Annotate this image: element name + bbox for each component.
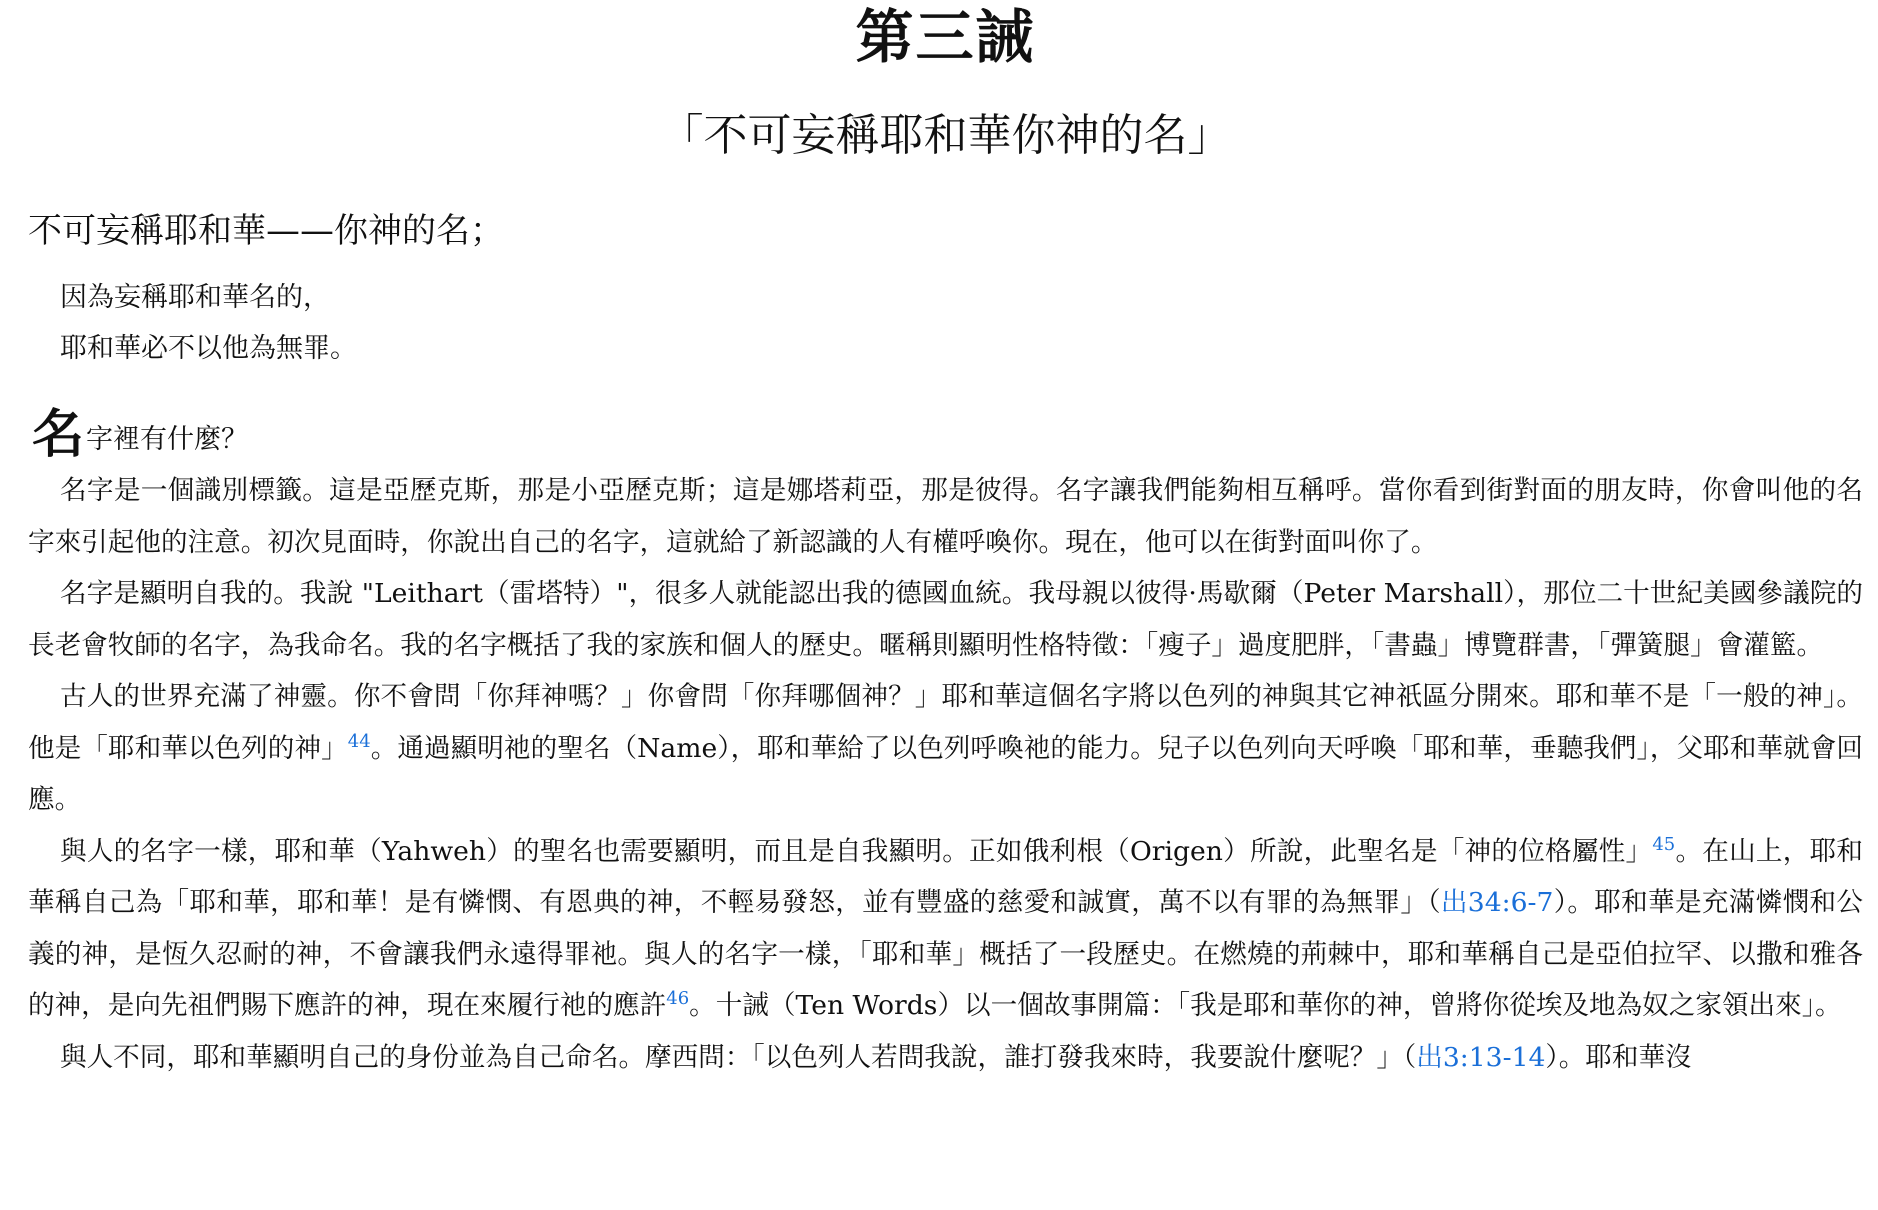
commandment-heading: 不可妄稱耶和華——你神的名； [28,211,504,251]
body-text [28,465,1863,1083]
verse-block [60,272,1863,374]
paragraph-1 [28,465,1863,568]
scripture-ref-exodus-34-link[interactable]: 出34:6-7 [1440,887,1554,918]
verse-line-2: 耶和華必不以他為無罪。 [60,333,357,364]
verse-line-1: 因為妄稱耶和華名的， [60,282,330,313]
paragraph-5-text-b: ）。耶和華沒 [1545,1041,1692,1073]
paragraph-5-text-a: 與人不同，耶和華顯明自己的身份並為自己命名。摩西問：「以色列人若問我說，誰打發我來時，我要說什麼呢？」（ [60,1041,1417,1073]
paragraph-1-text: 名字是一個識別標籤。這是亞歷克斯，那是小亞歷克斯；這是娜塔莉亞，那是彼得。名字讓我們能夠相互稱呼。當你看到街對面的朋友時，你會叫他的名字來引起他的注意。初次見面時，你說出自己的名字，這就給了新認識的人有權呼喚你。現在，他可以在街對面叫你了。 [28,475,1863,558]
footnote-46-link[interactable]: 46 [666,988,690,1010]
chapter-subtitle: 「不可妄稱耶和華你神的名」 [659,110,1232,161]
paragraph-3-text-a: 古人的世界充滿了神靈。你不會問「你拜神嗎？」你會問「你拜哪個神？」耶和華這個名字將以色列的神與其它神祇區分開來。耶和華不是「一般的神」。他是「耶和華以色列的神」 [28,681,1863,764]
paragraph-4-text-c: ）。耶和華是充滿憐憫和公義的神，是恆久忍耐的神，不會讓我們永遠得罪祂。與人的名字一樣，「耶和華」概括了一段歷史。在燃燒的荊棘中，耶和華稱自己是亞伯拉罕、以撒和雅各的神，是向先祖們賜下應許的神，現在來履行祂的應許 [28,887,1864,1021]
paragraph-3 [28,671,1863,826]
scripture-ref-exodus-3-link[interactable]: 出3:13-14 [1416,1041,1546,1073]
paragraph-4-text-d: 。十誡（Ten Words）以一個故事開篇：「我是耶和華你的神，曾將你從埃及地為奴之家領出來」。 [689,990,1842,1021]
footnote-45-link[interactable]: 45 [1652,833,1676,855]
section-dropcap: 名 [32,405,85,465]
paragraph-4-text-b: 。在山上，耶和華稱自己為「耶和華，耶和華！是有憐憫、有恩典的神，不輕易發怒，並有豐盛的慈愛和誠實，萬不以有罪的為無罪」（ [28,835,1864,918]
chapter-title: 第三誡 [855,3,1036,71]
paragraph-2-text: 名字是顯明自我的。我說 "Leithart（雷塔特）"，很多人就能認出我的德國血統。我母親以彼得·馬歇爾（Peter Marshall），那位二十世紀美國參議院的長老會牧師的名字，為我命名。我的名字概括了我的家族和個人的歷史。暱稱則顯明性格特徵：「瘦子」過度肥胖，「書蟲」博覽群書，「彈簧腿」會灌籃。 [28,578,1863,661]
paragraph-5 [28,1032,1863,1084]
paragraph-4-text-a: 與人的名字一樣，耶和華（Yahweh）的聖名也需要顯明，而且是自我顯明。正如俄利根（Origen）所說，此聖名是「神的位格屬性」 [60,835,1653,867]
paragraph-2 [28,568,1863,671]
footnote-44-link[interactable]: 44 [347,730,371,752]
section-heading [32,405,1863,465]
section-heading-text: 字裡有什麼？ [86,424,249,455]
paragraph-4 [28,826,1863,1032]
paragraph-3-text-b: 。通過顯明祂的聖名（Name），耶和華給了以色列呼喚祂的能力。兒子以色列向天呼喚「耶和華，垂聽我們」，父耶和華就會回應。 [28,732,1864,815]
